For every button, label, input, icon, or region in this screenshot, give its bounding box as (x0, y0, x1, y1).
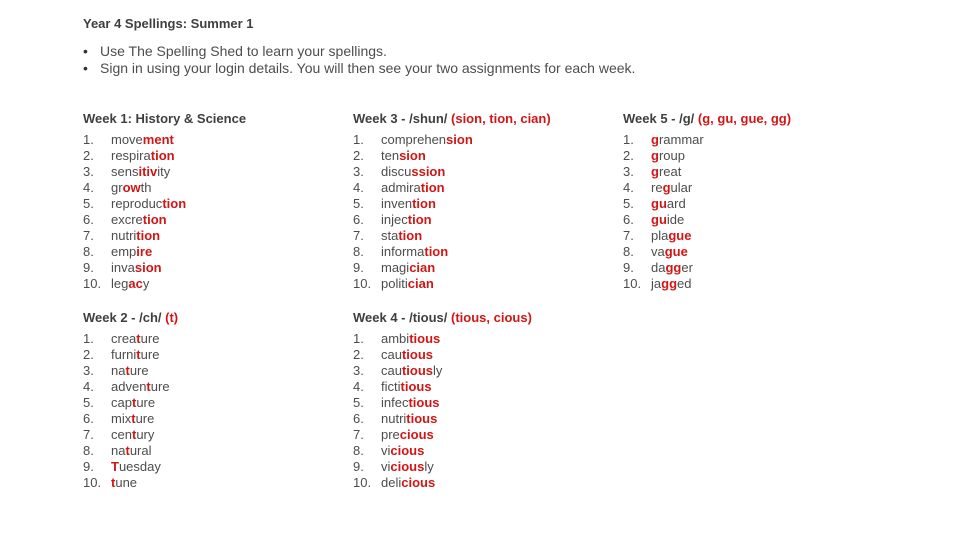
word-letters: cau (381, 363, 402, 378)
highlighted-letters: tion (150, 148, 175, 163)
item-number: 1. (83, 132, 94, 147)
spelling-word (651, 260, 693, 276)
word-letters: crea (111, 331, 137, 346)
word-letters: ure (135, 411, 155, 426)
item-number: 6. (353, 411, 364, 426)
spelling-item (353, 331, 532, 347)
spelling-word (381, 331, 440, 347)
word-letters: mix (111, 411, 132, 426)
week-title-sounds: (g, gu, gue, gg) (697, 111, 792, 126)
word-letters: cen (111, 427, 132, 442)
item-number: 5. (623, 196, 634, 211)
week-title (353, 309, 532, 327)
word-letters: ure (140, 347, 160, 362)
item-number: 3. (353, 363, 364, 378)
highlighted-letters: gue (664, 244, 688, 259)
word-letters: uesday (118, 459, 161, 474)
week-5-section (623, 110, 791, 292)
spelling-word (381, 395, 440, 411)
spelling-list (353, 331, 532, 491)
week-3-section (353, 110, 551, 292)
spelling-word (111, 164, 170, 180)
word-letters: ten (381, 148, 400, 163)
item-number: 6. (83, 212, 94, 227)
word-letters: inva (111, 260, 135, 275)
highlighted-letters: cian (407, 276, 434, 291)
word-letters: rammar (658, 132, 704, 147)
spelling-word (651, 196, 686, 212)
spelling-word (111, 443, 152, 459)
item-number: 9. (353, 459, 364, 474)
word-letters: respira (111, 148, 151, 163)
spelling-word (381, 244, 448, 260)
word-letters: ard (666, 196, 686, 211)
word-letters: nutri (381, 411, 407, 426)
spelling-word (111, 132, 174, 148)
spelling-item (83, 260, 246, 276)
item-number: 1. (623, 132, 634, 147)
spelling-list (353, 132, 551, 292)
spelling-item (83, 276, 246, 292)
word-letters: pla (651, 228, 669, 243)
item-number: 3. (353, 164, 364, 179)
week-title-sounds: (sion, tion, cian) (451, 111, 551, 126)
spelling-word (111, 395, 155, 411)
spelling-word (381, 475, 435, 491)
word-letters: deli (381, 475, 402, 490)
spelling-word (381, 148, 426, 164)
item-number: 9. (83, 260, 94, 275)
spelling-word (111, 180, 151, 196)
item-number: 1. (353, 132, 364, 147)
item-number: 8. (623, 244, 634, 259)
word-letters: na (111, 443, 126, 458)
spelling-word (651, 180, 692, 196)
spelling-item (353, 180, 551, 196)
week-4-section (353, 309, 532, 491)
spelling-item (353, 196, 551, 212)
highlighted-letters: t (131, 411, 136, 426)
word-letters: pre (381, 427, 400, 442)
word-letters: sta (381, 228, 399, 243)
spelling-item (353, 443, 532, 459)
word-letters: ure (150, 379, 170, 394)
spelling-word (381, 276, 434, 292)
word-letters: sens (111, 164, 139, 179)
word-letters: excre (111, 212, 143, 227)
highlighted-letters: cian (409, 260, 436, 275)
spelling-word (381, 164, 445, 180)
word-letters: ure (129, 363, 149, 378)
spelling-item (83, 459, 178, 475)
item-number: 9. (353, 260, 364, 275)
week-title-text: Week 1: History & Science (83, 111, 247, 126)
item-number: 7. (353, 228, 364, 243)
word-letters: politi (381, 276, 408, 291)
spelling-word (651, 276, 691, 292)
week-title (83, 309, 178, 327)
spelling-item (623, 132, 791, 148)
item-number: 7. (353, 427, 364, 442)
spelling-item (83, 244, 246, 260)
item-number: 2. (623, 148, 634, 163)
word-letters: magi (381, 260, 410, 275)
highlighted-letters: tious (400, 379, 432, 394)
item-number: 4. (353, 379, 364, 394)
week-1-section (83, 110, 246, 292)
item-number: 10. (83, 276, 102, 291)
highlighted-letters: t (136, 331, 141, 346)
item-number: 5. (353, 196, 364, 211)
highlighted-letters: tious (409, 331, 441, 346)
highlighted-letters: ment (142, 132, 174, 147)
spelling-item (353, 164, 551, 180)
word-letters: comprehen (381, 132, 447, 147)
highlighted-letters: sion (446, 132, 473, 147)
item-number: 3. (83, 363, 94, 378)
spelling-item (353, 459, 532, 475)
highlighted-letters: ssion (411, 164, 446, 179)
word-letters: roup (658, 148, 685, 163)
word-letters: ed (677, 276, 692, 291)
spelling-item (353, 132, 551, 148)
item-number: 8. (83, 443, 94, 458)
spelling-word (381, 427, 434, 443)
highlighted-letters: cious (390, 443, 425, 458)
spelling-item (83, 196, 246, 212)
item-number: 3. (83, 164, 94, 179)
item-number: 5. (353, 395, 364, 410)
item-number: 10. (353, 276, 372, 291)
word-letters: ury (136, 427, 155, 442)
item-number: 1. (83, 331, 94, 346)
spelling-word (111, 331, 159, 347)
highlighted-letters: tion (412, 196, 436, 211)
word-letters: th (140, 180, 152, 195)
spelling-item (353, 212, 551, 228)
spelling-item (623, 196, 791, 212)
highlighted-letters: t (131, 427, 137, 442)
spelling-item (83, 228, 246, 244)
spelling-item (623, 164, 791, 180)
highlighted-letters: ow (122, 180, 141, 195)
spelling-word (111, 148, 175, 164)
spelling-word (381, 347, 433, 363)
highlighted-letters: tion (420, 180, 445, 195)
week-title-text: Week 5 - /g/ (623, 111, 698, 126)
spelling-word (111, 363, 149, 379)
highlighted-letters: itiv (138, 164, 158, 179)
highlighted-letters: ire (136, 244, 153, 259)
word-letters: ly (424, 459, 434, 474)
spelling-item (353, 363, 532, 379)
word-letters: ide (666, 212, 685, 227)
spelling-item (353, 411, 532, 427)
item-number: 8. (353, 244, 364, 259)
word-letters: reat (658, 164, 682, 179)
spelling-word (381, 379, 432, 395)
word-letters: furni (111, 347, 137, 362)
word-letters: ural (129, 443, 152, 458)
highlighted-letters: gu (651, 196, 667, 211)
spelling-item (83, 164, 246, 180)
highlighted-letters: t (131, 395, 137, 410)
word-letters: nutri (111, 228, 137, 243)
spelling-item (623, 244, 791, 260)
spelling-item (623, 260, 791, 276)
word-letters: ja (651, 276, 662, 291)
item-number: 4. (353, 180, 364, 195)
spelling-item (353, 148, 551, 164)
word-letters: y (142, 276, 150, 291)
instruction-item: • Use The Spelling Shed to learn your spellings. (83, 43, 635, 60)
spelling-item (353, 228, 551, 244)
spelling-word (111, 212, 167, 228)
item-number: 4. (83, 379, 94, 394)
spelling-word (381, 212, 432, 228)
highlighted-letters: t (146, 379, 151, 394)
spelling-word (381, 260, 435, 276)
highlighted-letters: tious (408, 395, 440, 410)
word-letters: emp (111, 244, 137, 259)
word-letters: gr (111, 180, 123, 195)
spelling-list (623, 132, 791, 292)
item-number: 1. (353, 331, 364, 346)
word-letters: reproduc (111, 196, 163, 211)
highlighted-letters: cious (399, 427, 434, 442)
highlighted-letters: g (651, 148, 659, 163)
highlighted-letters: sion (134, 260, 162, 275)
item-number: 6. (83, 411, 94, 426)
spelling-item (83, 331, 178, 347)
word-letters: va (651, 244, 665, 259)
word-letters: da (651, 260, 666, 275)
spelling-word (651, 228, 691, 244)
spelling-item (83, 443, 178, 459)
spelling-word (651, 244, 688, 260)
spelling-word (111, 475, 137, 491)
spelling-item (623, 228, 791, 244)
spelling-item (83, 180, 246, 196)
spelling-word (381, 459, 434, 475)
word-letters: informa (381, 244, 425, 259)
word-letters: ambi (381, 331, 410, 346)
highlighted-letters: t (125, 443, 130, 458)
spelling-item (353, 347, 532, 363)
item-number: 3. (623, 164, 634, 179)
spelling-item (353, 276, 551, 292)
word-letters: inven (381, 196, 413, 211)
highlighted-letters: cious (401, 475, 436, 490)
word-letters: adven (111, 379, 147, 394)
item-number: 10. (623, 276, 642, 291)
spelling-word (111, 276, 149, 292)
word-letters: vi (381, 443, 391, 458)
spelling-item (83, 379, 178, 395)
week-title-text: Week 3 - /shun/ (353, 111, 452, 126)
spelling-item (353, 395, 532, 411)
spelling-item (353, 244, 551, 260)
week-title-text: Week 2 - /ch/ (83, 310, 166, 325)
word-letters: na (111, 363, 126, 378)
spelling-word (111, 459, 161, 475)
spelling-item (353, 475, 532, 491)
spelling-item (83, 212, 246, 228)
spelling-word (381, 411, 437, 427)
word-letters: re (651, 180, 663, 195)
spelling-word (381, 196, 436, 212)
week-title-sounds: (t) (165, 310, 179, 325)
highlighted-letters: tion (136, 228, 161, 243)
spelling-word (381, 228, 422, 244)
spelling-word (651, 212, 684, 228)
spelling-item (623, 180, 791, 196)
spelling-item (353, 427, 532, 443)
item-number: 2. (353, 148, 364, 163)
week-title-sounds: (tious, cious) (451, 310, 532, 325)
highlighted-letters: tious (401, 363, 434, 378)
item-number: 5. (83, 196, 94, 211)
highlighted-letters: tion (398, 228, 423, 243)
word-letters: cau (381, 347, 402, 362)
highlighted-letters: tion (424, 244, 449, 259)
highlighted-letters: tion (142, 212, 167, 227)
week-2-section (83, 309, 178, 491)
spelling-word (111, 379, 170, 395)
spelling-word (111, 196, 186, 212)
spelling-word (381, 180, 445, 196)
spelling-word (111, 260, 162, 276)
spelling-word (111, 228, 160, 244)
instruction-list (83, 43, 635, 77)
item-number: 2. (83, 347, 94, 362)
highlighted-letters: T (111, 459, 119, 474)
item-number: 2. (353, 347, 364, 362)
word-letters: cap (111, 395, 132, 410)
spelling-word (111, 427, 154, 443)
word-letters: vi (381, 459, 391, 474)
word-letters: une (115, 475, 138, 490)
highlighted-letters: tion (162, 196, 187, 211)
spelling-word (651, 164, 681, 180)
spelling-item (623, 276, 791, 292)
highlighted-letters: t (111, 475, 116, 490)
highlighted-letters: sion (399, 148, 426, 163)
highlighted-letters: gg (665, 260, 682, 275)
spelling-item (353, 260, 551, 276)
spelling-item (623, 148, 791, 164)
word-letters: discu (381, 164, 412, 179)
week-title-text: Week 4 - /tious/ (353, 310, 452, 325)
item-number: 7. (83, 427, 94, 442)
spelling-item (83, 427, 178, 443)
spelling-list (83, 331, 178, 491)
highlighted-letters: g (662, 180, 671, 195)
word-letters: er (681, 260, 693, 275)
spelling-word (651, 148, 685, 164)
item-number: 8. (83, 244, 94, 259)
spelling-word (651, 132, 704, 148)
highlighted-letters: g (651, 164, 659, 179)
highlighted-letters: tious (406, 411, 438, 426)
item-number: 10. (83, 475, 102, 490)
word-letters: move (111, 132, 143, 147)
highlighted-letters: tion (407, 212, 432, 227)
word-letters: ly (433, 363, 443, 378)
item-number: 7. (623, 228, 634, 243)
spelling-item (83, 411, 178, 427)
word-letters: injec (381, 212, 408, 227)
highlighted-letters: tious (401, 347, 434, 362)
spelling-word (111, 347, 159, 363)
spelling-item (83, 475, 178, 491)
week-title (353, 110, 551, 128)
spelling-word (381, 443, 424, 459)
highlighted-letters: t (125, 363, 130, 378)
item-number: 9. (623, 260, 634, 275)
spelling-word (111, 411, 154, 427)
word-letters: ular (670, 180, 693, 195)
item-number: 4. (83, 180, 94, 195)
spelling-item (83, 347, 178, 363)
highlighted-letters: g (651, 132, 659, 147)
item-number: 2. (83, 148, 94, 163)
spelling-item (353, 379, 532, 395)
highlighted-letters: gu (651, 212, 667, 227)
item-number: 6. (623, 212, 634, 227)
item-number: 10. (353, 475, 372, 490)
spelling-item (83, 395, 178, 411)
spelling-list (83, 132, 246, 292)
word-letters: infec (381, 395, 409, 410)
item-number: 8. (353, 443, 364, 458)
item-number: 5. (83, 395, 94, 410)
highlighted-letters: cious (390, 459, 425, 474)
highlighted-letters: gg (661, 276, 678, 291)
spelling-word (381, 132, 473, 148)
instruction-item: • Sign in using your login details. You will then see your two assignments for each week. (83, 60, 635, 77)
highlighted-letters: ac (128, 276, 143, 291)
highlighted-letters: gue (668, 228, 692, 243)
spelling-item (83, 132, 246, 148)
word-letters: ure (140, 331, 160, 346)
week-title (83, 110, 246, 128)
highlighted-letters: t (136, 347, 141, 362)
item-number: 9. (83, 459, 94, 474)
spelling-word (111, 244, 152, 260)
item-number: 7. (83, 228, 94, 243)
spelling-item (83, 363, 178, 379)
spelling-item (83, 148, 246, 164)
word-letters: leg (111, 276, 129, 291)
word-letters: ficti (381, 379, 401, 394)
item-number: 6. (353, 212, 364, 227)
week-title (623, 110, 791, 128)
word-letters: ure (136, 395, 156, 410)
spelling-word (381, 363, 442, 379)
page-title: Year 4 Spellings: Summer 1 (83, 16, 254, 31)
item-number: 4. (623, 180, 634, 195)
word-letters: ity (157, 164, 171, 179)
spelling-item (623, 212, 791, 228)
word-letters: admira (381, 180, 421, 195)
